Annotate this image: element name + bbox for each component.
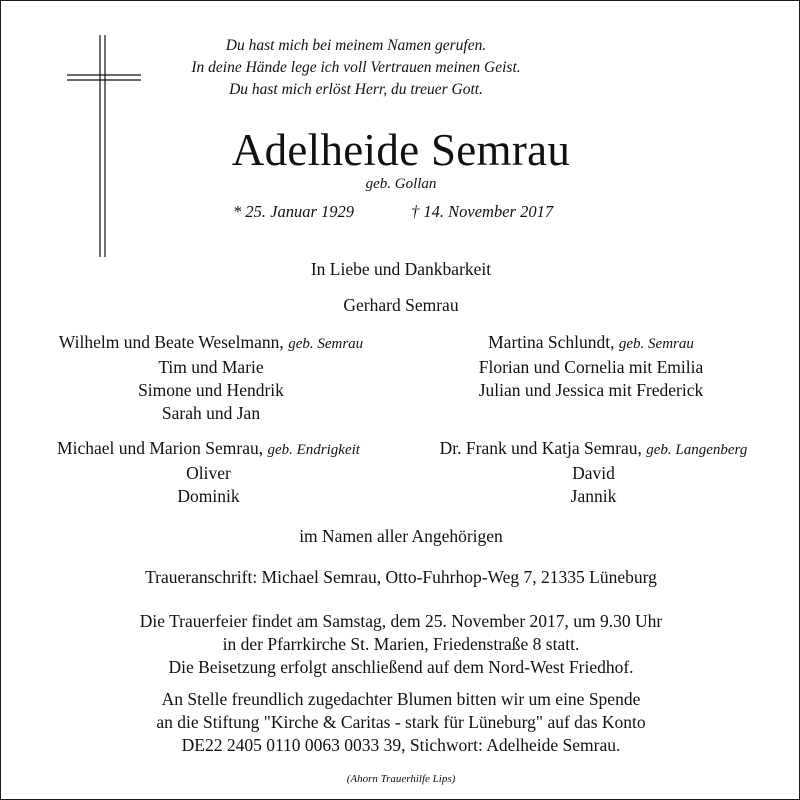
family-block — [11, 437, 406, 508]
verse-line: In deine Hände lege ich voll Vertrauen meinen Geist. — [191, 59, 521, 76]
family-block — [21, 331, 401, 425]
death-date: † 14. November 2017 — [411, 202, 554, 221]
service-line: in der Pfarrkirche St. Marien, Friedenstraße 8 statt. — [222, 634, 580, 654]
family-member: Simone und Hendrik — [138, 380, 284, 400]
family-member: Florian und Cornelia mit Emilia — [478, 357, 704, 377]
cross-icon — [67, 35, 147, 257]
service-line: Die Trauerfeier findet am Samstag, dem 25. November 2017, um 9.30 Uhr — [139, 611, 663, 631]
family-member: Jannik — [570, 486, 617, 506]
family-block — [396, 437, 791, 508]
family-head: Michael und Marion Semrau, geb. Endrigkeit — [57, 438, 360, 458]
family-member: Sarah und Jan — [161, 403, 261, 423]
family-member: David — [572, 463, 615, 483]
family-member: Julian und Jessica mit Frederick — [478, 380, 704, 400]
maiden-name: geb. Gollan — [365, 176, 437, 192]
family-head: Dr. Frank und Katja Semrau, geb. Langenberg — [439, 438, 748, 458]
family-head: Martina Schlundt, geb. Semrau — [488, 332, 694, 352]
mourners-intro: In Liebe und Dankbarkeit — [310, 259, 492, 279]
donation-line: An Stelle freundlich zugedachter Blumen bitten wir um eine Spende — [161, 689, 641, 709]
donation-line: an die Stiftung "Kirche & Caritas - stark für Lüneburg" auf das Konto — [156, 712, 646, 732]
service-line: Die Beisetzung erfolgt anschließend auf dem Nord-West Friedhof. — [168, 657, 634, 677]
deceased-name: Adelheide Semrau — [231, 125, 571, 175]
funeral-home-credit: (Ahorn Trauerhilfe Lips) — [346, 773, 456, 785]
family-member: Oliver — [186, 463, 231, 483]
birth-date: * 25. Januar 1929 — [233, 202, 354, 221]
mourning-address: Traueranschrift: Michael Semrau, Otto-Fuhrhop-Weg 7, 21335 Lüneburg — [145, 567, 657, 587]
verse-line: Du hast mich bei meinem Namen gerufen. — [225, 37, 487, 54]
family-member: Tim und Marie — [158, 357, 264, 377]
family-member: Dominik — [177, 486, 240, 506]
verse-line: Du hast mich erlöst Herr, du treuer Gott. — [229, 81, 483, 98]
donation-info — [31, 688, 771, 757]
verse — [191, 35, 521, 101]
family-head: Wilhelm und Beate Weselmann, geb. Semrau — [58, 332, 364, 352]
family-block — [401, 331, 781, 402]
closing-line: im Namen aller Angehörigen — [299, 526, 503, 546]
spouse-name: Gerhard Semrau — [343, 295, 459, 315]
donation-line: DE22 2405 0110 0063 0033 39, Stichwort: Adelheide Semrau. — [181, 735, 621, 755]
service-info — [31, 610, 771, 679]
